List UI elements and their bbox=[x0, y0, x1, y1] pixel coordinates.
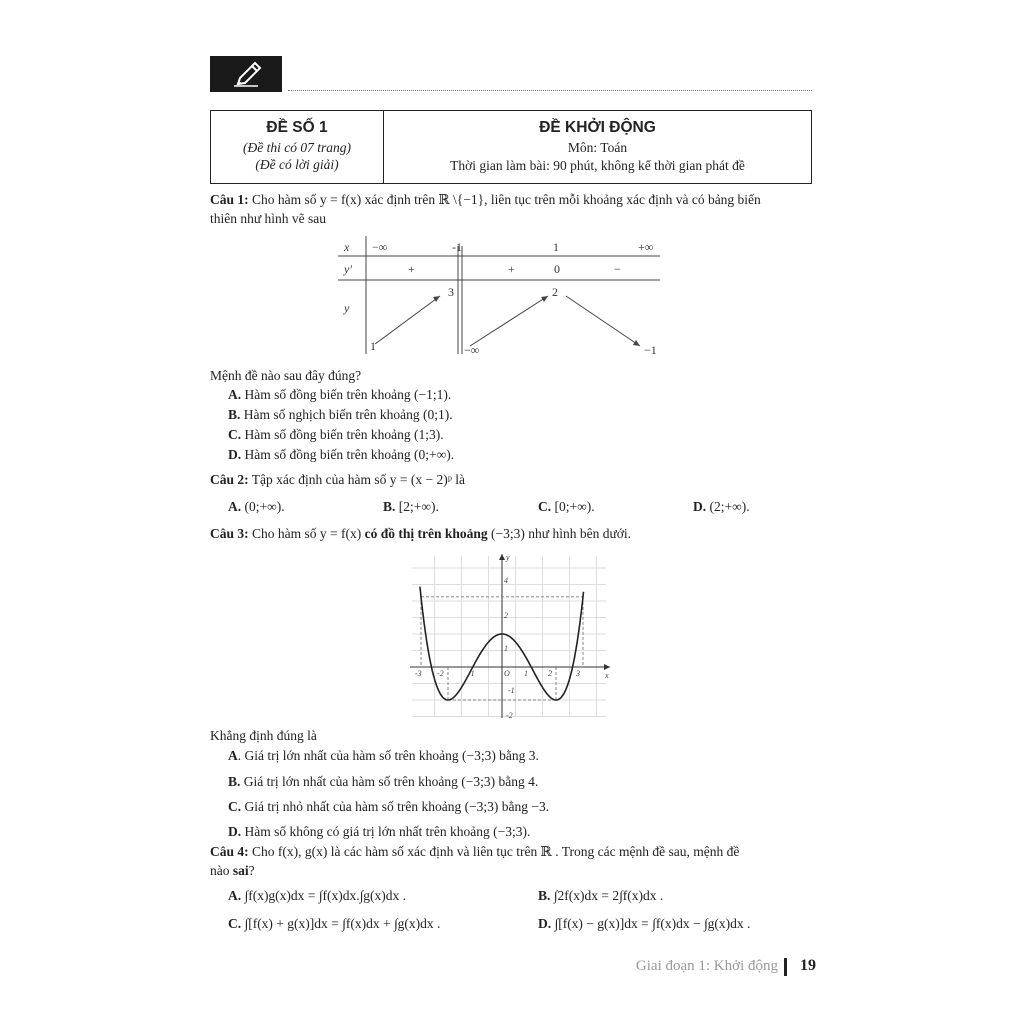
q1-option-d[interactable]: D. Hàm số đồng biến trên khoảng (0;+∞). bbox=[228, 447, 455, 462]
q2-option-c[interactable]: C. [0;+∞). bbox=[538, 499, 595, 514]
function-graph bbox=[410, 552, 614, 720]
page-count-note: (Đề thi có 07 trang) bbox=[243, 140, 351, 155]
tick-x-1: 1 bbox=[524, 669, 528, 678]
question-1-prompt: Mệnh đề nào sau đây đúng? bbox=[210, 368, 362, 383]
pencil-icon bbox=[210, 56, 282, 92]
time-limit: Thời gian làm bài: 90 phút, không kể thời gian phát đề bbox=[450, 158, 745, 173]
vt-x-1: 1 bbox=[553, 240, 559, 254]
q3-option-d[interactable]: D. Hàm số không có giá trị lớn nhất trên khoảng (−3;3). bbox=[228, 824, 531, 839]
q3-option-c[interactable]: C. Giá trị nhỏ nhất của hàm số trên khoảng (−3;3) bằng −3. bbox=[228, 799, 550, 814]
exam-info-right bbox=[384, 111, 811, 183]
vt-sign-3: − bbox=[614, 262, 621, 276]
header-dotted-line bbox=[288, 90, 812, 91]
q1-option-a[interactable]: A. Hàm số đồng biến trên khoảng (−1;1). bbox=[228, 387, 452, 402]
vt-sign-1: + bbox=[408, 262, 415, 276]
q2-option-a[interactable]: A. (0;+∞). bbox=[228, 499, 285, 514]
vt-yprime-label: y' bbox=[344, 262, 352, 276]
vt-y-3: 3 bbox=[448, 285, 454, 299]
exam-title: ĐỀ KHỞI ĐỘNG bbox=[539, 119, 656, 136]
x-axis-label: x bbox=[605, 671, 609, 680]
vt-y-neg-inf: −∞ bbox=[464, 343, 480, 357]
q4-option-a[interactable]: A. ∫f(x)g(x)dx = ∫f(x)dx.∫g(x)dx . bbox=[228, 888, 407, 903]
tick-x-minus3: -3 bbox=[415, 669, 422, 678]
q4-option-b[interactable]: B. ∫2f(x)dx = 2∫f(x)dx . bbox=[538, 888, 664, 903]
footer-section: Giai đoạn 1: Khởi động bbox=[635, 958, 778, 974]
q1-option-c[interactable]: C. Hàm số đồng biến trên khoảng (1;3). bbox=[228, 427, 444, 442]
solution-note: (Đề có lời giải) bbox=[255, 157, 339, 172]
vt-x-minus1: -1 bbox=[452, 240, 462, 254]
question-3-text: Câu 3: Cho hàm số y = f(x) có đồ thị trên khoảng (−3;3) như hình bên dưới. bbox=[210, 526, 632, 541]
y-axis-label: y bbox=[506, 553, 510, 562]
q3-option-b[interactable]: B. Giá trị lớn nhất của hàm số trên khoảng (−3;3) bằng 4. bbox=[228, 774, 539, 789]
exam-info-left bbox=[211, 111, 384, 183]
tick-x-minus1: -1 bbox=[468, 669, 475, 678]
question-2-text: Câu 2: Tập xác định của hàm số y = (x − 2)ᵖ là bbox=[210, 472, 466, 487]
vt-y-2: 2 bbox=[552, 285, 558, 299]
q4-option-d[interactable]: D. ∫[f(x) − g(x)]dx = ∫f(x)dx − ∫g(x)dx . bbox=[538, 916, 751, 931]
q2-option-b[interactable]: B. [2;+∞). bbox=[383, 499, 439, 514]
question-1-text bbox=[210, 190, 814, 228]
tick-y-1: 1 bbox=[504, 644, 508, 653]
vt-sign-2: + bbox=[508, 262, 515, 276]
question-1-body-cont: thiên như hình vẽ sau bbox=[210, 211, 327, 226]
exam-header-table bbox=[210, 110, 812, 184]
vt-zero: 0 bbox=[554, 262, 560, 276]
tick-x-3: 3 bbox=[576, 669, 580, 678]
question-1-body: Cho hàm số y = f(x) xác định trên ℝ \{−1}, liên tục trên mỗi khoảng xác định và có bảng biến bbox=[248, 192, 761, 207]
q2-option-d[interactable]: D. (2;+∞). bbox=[693, 499, 750, 514]
tick-y-minus2: -2 bbox=[506, 711, 513, 720]
tick-x-2: 2 bbox=[548, 669, 552, 678]
pencil-icon-box bbox=[210, 56, 282, 92]
vt-y-minus1: −1 bbox=[644, 343, 657, 357]
q1-option-b[interactable]: B. Hàm số nghịch biến trên khoảng (0;1). bbox=[228, 407, 453, 422]
q4-option-c[interactable]: C. ∫[f(x) + g(x)]dx = ∫f(x)dx + ∫g(x)dx . bbox=[228, 916, 441, 931]
exam-number: ĐỀ SỐ 1 bbox=[266, 119, 328, 136]
tick-origin: O bbox=[504, 669, 510, 678]
variation-table bbox=[330, 236, 666, 360]
tick-y-minus1: -1 bbox=[508, 686, 515, 695]
vt-y-label: y bbox=[344, 301, 350, 315]
question-4-text: Câu 4: Cho f(x), g(x) là các hàm số xác định và liên tục trên ℝ . Trong các mệnh đề sau, mệnh đề nào sai? bbox=[210, 844, 740, 878]
subject: Môn: Toán bbox=[567, 140, 628, 155]
vt-x-pos-inf: +∞ bbox=[638, 240, 654, 254]
tick-x-minus2: -2 bbox=[437, 669, 444, 678]
question-3-prompt: Khẳng định đúng là bbox=[210, 728, 317, 743]
question-1-label: Câu 1: bbox=[210, 192, 249, 207]
page-number: 19 bbox=[800, 957, 816, 974]
vt-x-neg-inf: −∞ bbox=[372, 240, 388, 254]
tick-y-2: 2 bbox=[504, 611, 508, 620]
q3-option-a[interactable]: A. Giá trị lớn nhất của hàm số trên khoảng (−3;3) bằng 3. bbox=[228, 748, 539, 763]
vt-x-label: x bbox=[344, 240, 350, 254]
vt-y-1: 1 bbox=[370, 339, 376, 353]
tick-y-4: 4 bbox=[504, 576, 508, 585]
footer-separator bbox=[784, 958, 787, 976]
